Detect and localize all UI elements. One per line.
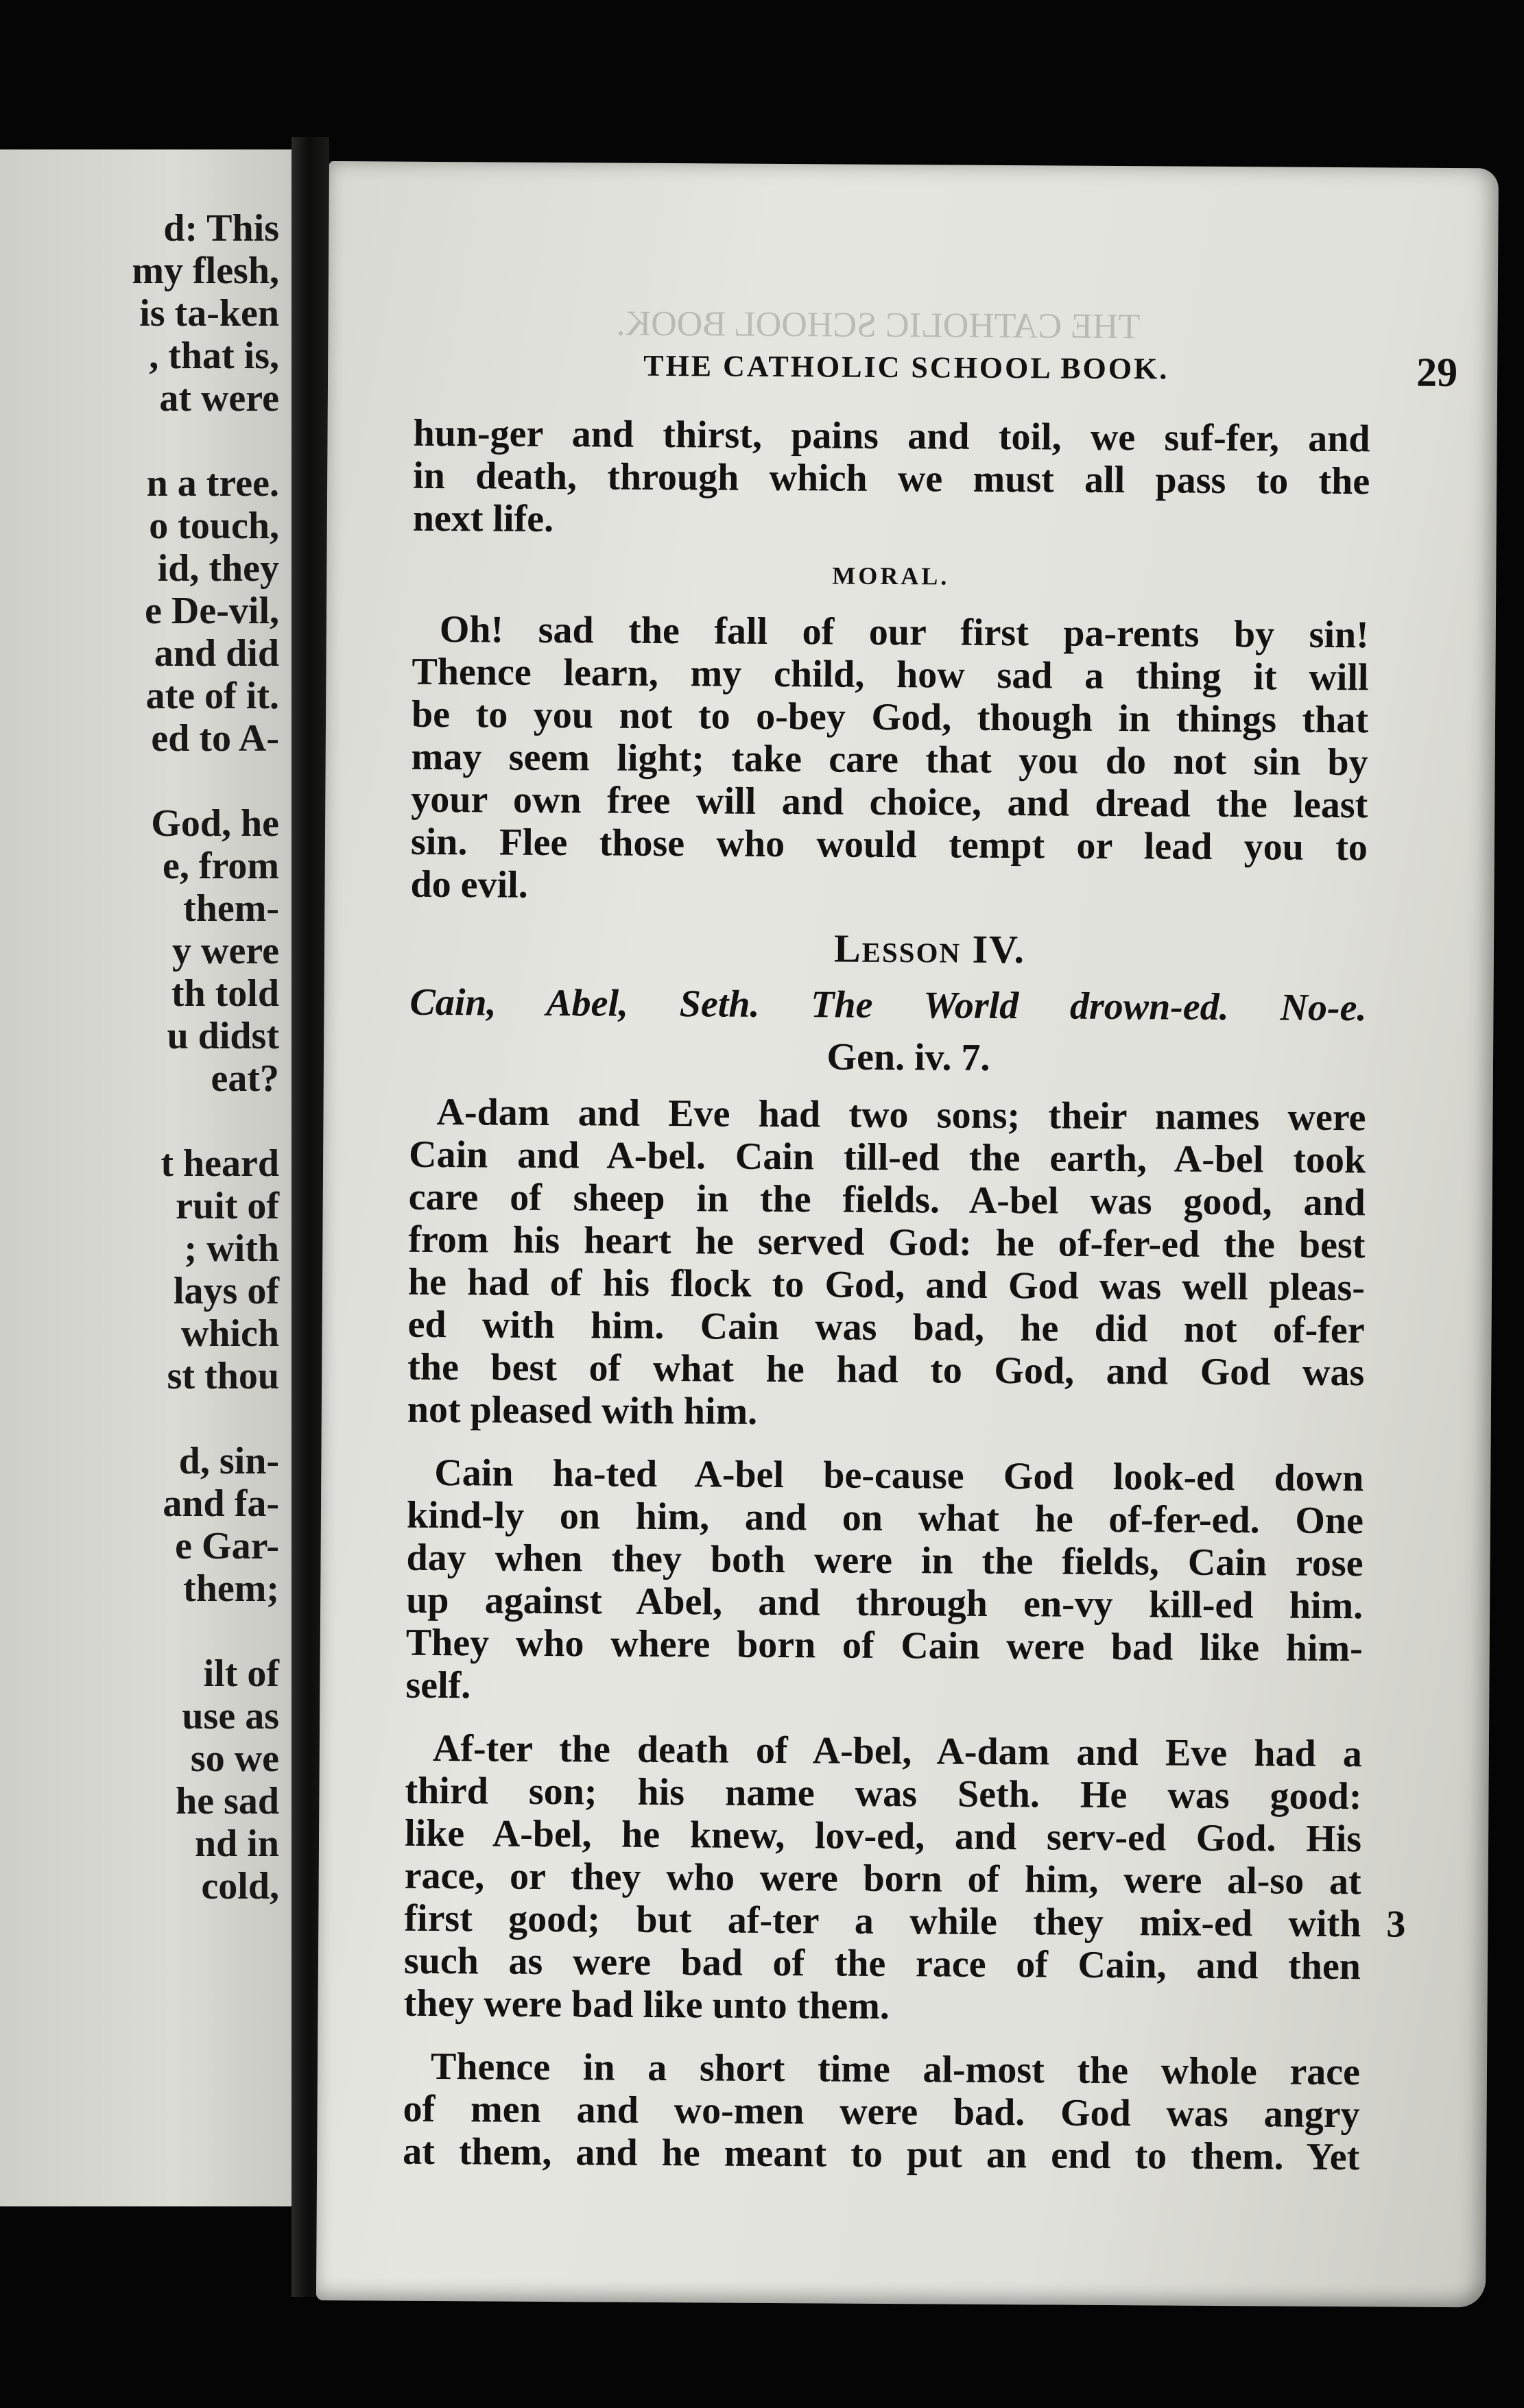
left-page-line: ruit of <box>176 1185 279 1227</box>
left-page-line: n a tree. <box>146 462 279 505</box>
text-line: A-dam and Eve had two sons; their names were <box>436 1090 1366 1140</box>
left-page-line: ; with <box>184 1227 279 1270</box>
text-line: next life. <box>412 496 554 541</box>
text-line: such as were bad of the race of Cain, and then <box>403 1939 1361 1988</box>
text-line: your own free will and choice, and dread the least <box>411 778 1368 827</box>
moral-heading: MORAL. <box>832 562 950 590</box>
text-line: ed with him. Cain was bad, he did not of-fer <box>407 1303 1365 1352</box>
text-line: hun-ger and thirst, pains and toil, we suf-fer, and <box>413 411 1370 461</box>
text-line: Thence learn, my child, how sad a thing it will <box>412 650 1369 699</box>
text-line: may seem light; take care that you do not sin by <box>411 735 1368 784</box>
text-line: from his heart he served God: he of-fer-ed the best <box>408 1218 1366 1267</box>
left-page-line: and fa- <box>163 1482 279 1525</box>
left-page-line: them- <box>183 887 279 930</box>
text-line: at them, and he meant to put an end to them. Yet <box>403 2130 1360 2179</box>
left-page-line: is ta-ken <box>139 292 279 335</box>
moral-paragraph <box>410 608 1369 912</box>
left-page-line: u didst <box>167 1015 279 1057</box>
left-page-line: y were <box>172 930 279 972</box>
text-line: first good; but af-ter a while they mix-ed with <box>404 1897 1361 1946</box>
text-line: up against Abel, and through en-vy kill-ed him. <box>405 1578 1364 1628</box>
left-page-line: at were <box>159 377 279 420</box>
lesson-subtitle: Cain, Abel, Seth. The World drown-ed. No-e. <box>409 980 1367 1030</box>
printer-signature-mark: 3 <box>1386 1903 1406 1946</box>
text-line: third son; his name was Seth. He was good: <box>405 1769 1362 1818</box>
left-page-line: e De-vil, <box>145 590 279 632</box>
text-line: care of sheep in the fields. A-bel was good, and <box>408 1175 1366 1225</box>
left-page-line: them; <box>183 1567 279 1610</box>
show-through-text: THE CATHOLIC SCHOOL BOOK. <box>616 304 1141 347</box>
left-page-line: o touch, <box>149 505 279 547</box>
text-line: self. <box>405 1663 471 1707</box>
text-line: the best of what he had to God, and God was <box>407 1345 1365 1395</box>
scripture-reference: Gen. iv. 7. <box>826 1035 990 1079</box>
paragraph-2 <box>405 1452 1364 1713</box>
left-page-line: my flesh, <box>132 250 279 292</box>
page-header <box>328 346 1497 394</box>
text-line: race, or they who were born of him, were al-so at <box>404 1854 1361 1903</box>
page-number: 29 <box>1416 349 1458 396</box>
left-page-line: e Gar- <box>175 1525 279 1567</box>
left-page-line: God, he <box>151 802 279 845</box>
page-body <box>403 412 1370 2178</box>
text-line: Oh! sad the fall of our first pa-rents by sin! <box>439 607 1369 657</box>
left-page-line: lays of <box>174 1270 279 1312</box>
text-line: Cain and A-bel. Cain till-ed the earth, A-bel took <box>408 1133 1366 1182</box>
left-page-line: use as <box>182 1695 279 1737</box>
text-line: do evil. <box>410 863 528 906</box>
left-page-line: t heard <box>160 1142 279 1185</box>
text-line: They who where born of Cain were bad like him- <box>405 1621 1363 1670</box>
left-page-line: st thou <box>167 1355 279 1397</box>
paragraph-1 <box>407 1091 1366 1437</box>
left-page-line: d, sin- <box>178 1440 279 1482</box>
left-page-line: id, they <box>157 547 279 590</box>
left-page-line: , that is, <box>149 335 279 377</box>
left-page-line: th told <box>171 972 279 1015</box>
paragraph-4 <box>403 2045 1360 2179</box>
text-line: day when they both were in the fields, Cain rose <box>406 1536 1364 1585</box>
left-page-line: cold, <box>201 1865 279 1907</box>
running-title: THE CATHOLIC SCHOOL BOOK. <box>643 348 1169 386</box>
left-page-line: d: This <box>163 207 279 250</box>
text-line: not pleased with him. <box>407 1388 758 1433</box>
left-page-line: ate of it. <box>145 675 279 717</box>
left-page-line: and did <box>154 632 279 675</box>
opening-paragraph <box>413 412 1370 546</box>
text-line: he had of his flock to God, and God was well pleas- <box>407 1260 1366 1310</box>
left-page-line: so we <box>190 1737 279 1780</box>
paragraph-3 <box>403 1727 1362 2031</box>
text-line: be to you not to o-bey God, though in things that <box>411 693 1369 742</box>
left-page-line: nd in <box>195 1822 279 1865</box>
text-line: sin. Flee those who would tempt or lead you to <box>410 820 1368 869</box>
text-line: of men and wo-men were bad. God was angry <box>403 2087 1360 2136</box>
lesson-title: Lesson IV. <box>833 926 1026 972</box>
book-page <box>316 161 1499 2307</box>
left-page-line: eat? <box>211 1057 279 1100</box>
text-line: Thence in a short time al-most the whole race <box>430 2045 1361 2094</box>
left-page-line: which <box>180 1312 279 1355</box>
text-line: Af-ter the death of A-bel, A-dam and Eve had a <box>432 1726 1363 1776</box>
text-line: they were bad like unto them. <box>403 1982 890 2028</box>
left-page-line: e, from <box>163 845 279 887</box>
previous-page-fragment <box>0 149 291 2206</box>
left-page-line: ed to A- <box>151 717 279 760</box>
text-line: like A-bel, he knew, lov-ed, and serv-ed God. His <box>404 1811 1362 1861</box>
text-line: in death, through which we must all pass to the <box>413 454 1370 503</box>
left-page-line: he sad <box>176 1780 279 1822</box>
text-line: kind-ly on him, and on what he of-fer-ed. One <box>406 1493 1364 1543</box>
text-line: Cain ha-ted A-bel be-cause God look-ed down <box>434 1451 1364 1500</box>
left-page-line: ilt of <box>203 1652 279 1695</box>
